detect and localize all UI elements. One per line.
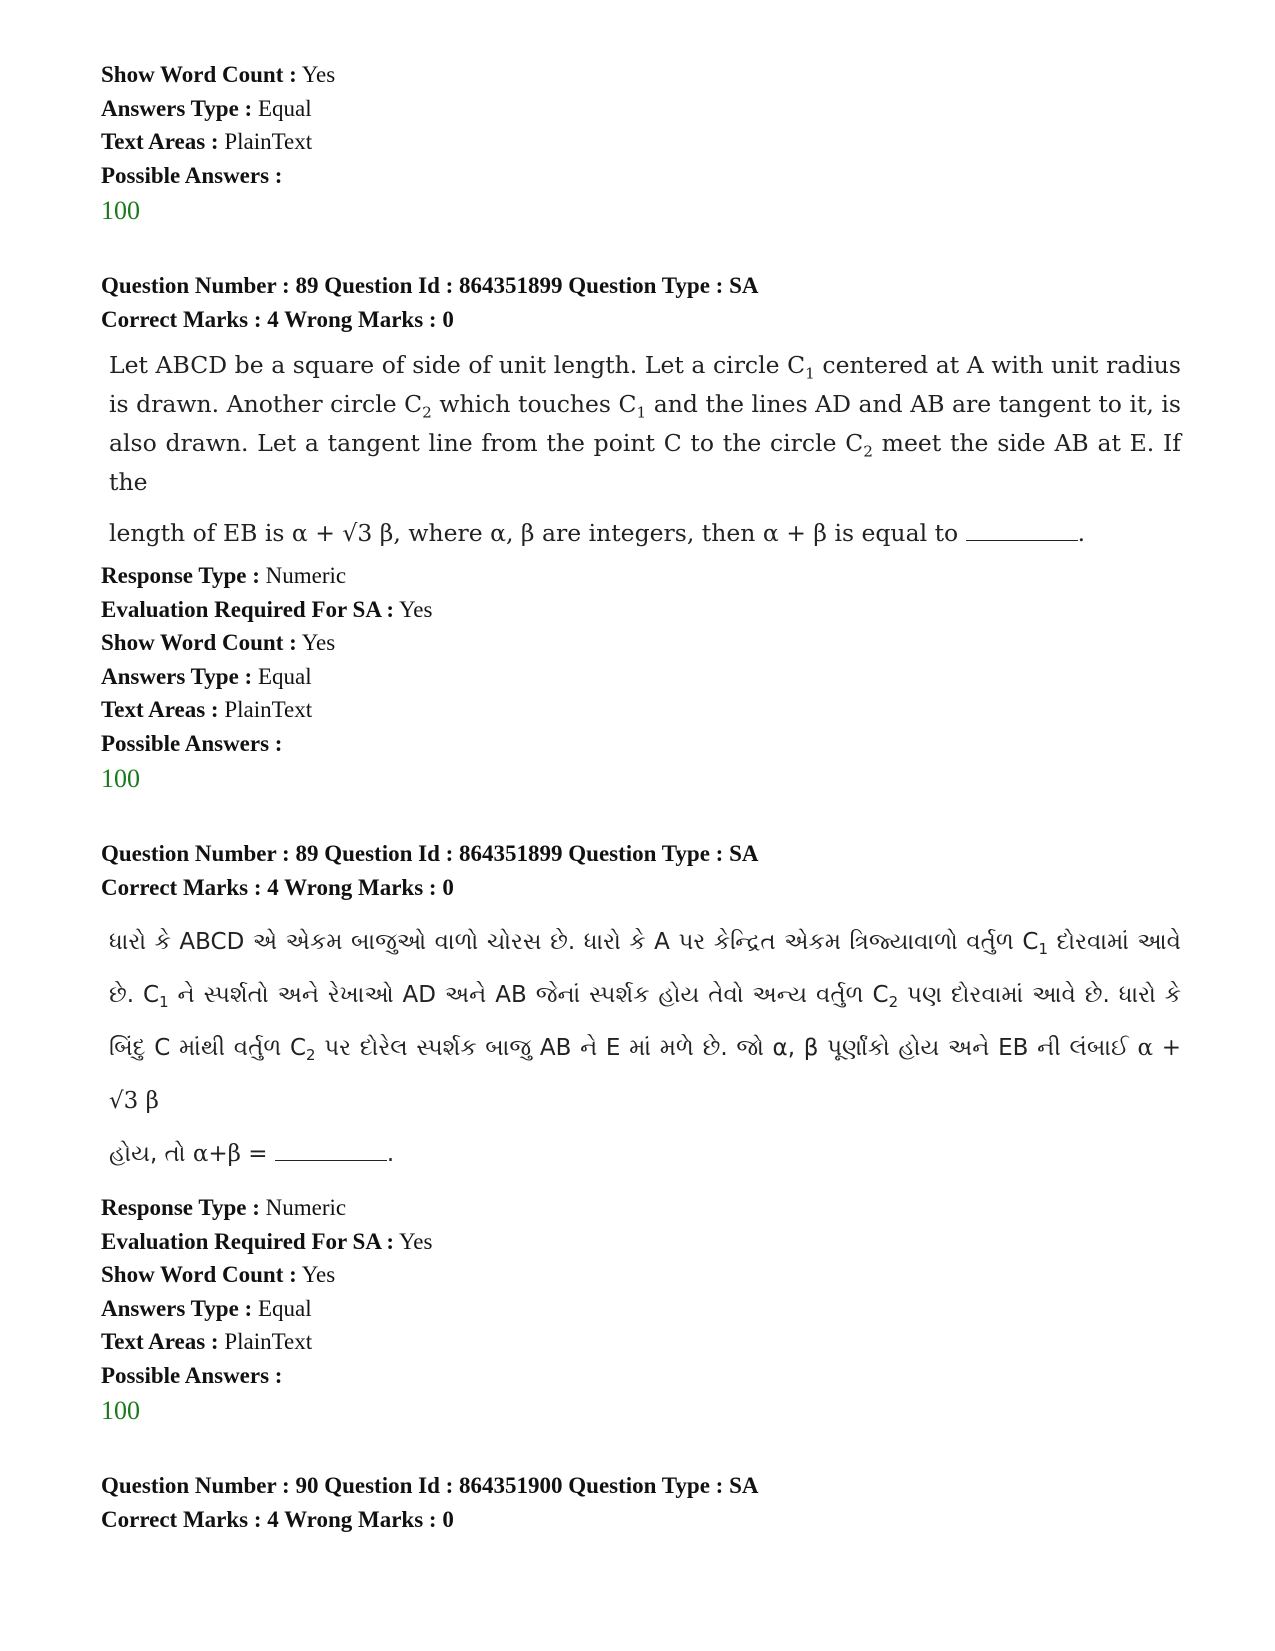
question-header — [101, 1469, 1181, 1503]
answer-blank — [966, 519, 1078, 541]
text-areas-row — [101, 125, 1181, 159]
show-word-count-row — [101, 626, 1181, 660]
possible-answer-value: 100 — [101, 764, 140, 793]
math-expression: α + √3 β — [291, 519, 394, 547]
question-text-part: length of EB is — [109, 519, 292, 547]
question-header — [101, 837, 1181, 871]
question-90 — [101, 1469, 1181, 1536]
question-text-part: ને સ્પર્શતો અને રેખાઓ AD અને AB જેનાં સ્પર્શક હોય તેવો અન્ય વર્તુળ C — [168, 982, 889, 1008]
question-last-line — [109, 514, 1181, 553]
question-header — [101, 269, 1181, 303]
question-text-part: Let ABCD be a square of side of unit length. Let a circle C — [109, 351, 806, 379]
possible-answers-row — [101, 1359, 1181, 1393]
question-marks — [101, 303, 1181, 337]
subscript: 1 — [159, 993, 169, 1012]
document-page — [101, 58, 1181, 1536]
possible-answers-row — [101, 727, 1181, 761]
question-text-part: which touches C — [431, 390, 637, 418]
field-value: Equal — [257, 1295, 312, 1321]
field-label: Answers Type : — [101, 1295, 253, 1321]
question-text-part: and the lines AD and AB are tangent to it, is also drawn. Let a tangent line from the point C to the circle C — [109, 390, 1181, 457]
answers-type-row — [101, 92, 1181, 126]
question-89-english — [101, 269, 1181, 797]
field-label: Evaluation Required For SA : — [101, 1228, 395, 1254]
field-value: Numeric — [265, 1195, 347, 1220]
field-label: Possible Answers : — [101, 730, 283, 756]
question-text-part: દોરવામાં આવે છે. C — [109, 929, 1182, 1008]
question-marks-text: Correct Marks : 4 Wrong Marks : 0 — [101, 1506, 454, 1532]
question-text-part: ધારો કે ABCD એ એકમ બાજુઓ વાળો ચોરસ છે. ધારો કે A પર કેન્દ્રિત એકમ ત્રિજ્યાવાળો વર્તુળ C — [109, 929, 1039, 955]
previous-question-meta — [101, 58, 1181, 229]
field-value: Yes — [301, 1262, 336, 1287]
question-marks-text: Correct Marks : 4 Wrong Marks : 0 — [101, 874, 454, 900]
field-value: Equal — [257, 95, 312, 121]
question-header-text: Question Number : 90 Question Id : 864351900 Question Type : SA — [101, 1473, 759, 1498]
subscript: 2 — [306, 1046, 316, 1065]
field-value: Yes — [399, 1228, 433, 1254]
evaluation-row — [101, 1225, 1181, 1259]
answers-type-row — [101, 1292, 1181, 1326]
field-label: Response Type : — [101, 563, 260, 588]
question-text-part: . — [386, 1141, 395, 1167]
subscript: 2 — [422, 403, 432, 422]
math-expression: α + β — [762, 519, 827, 547]
answer-blank — [275, 1139, 387, 1161]
answers-type-row — [101, 660, 1181, 694]
question-marks-text: Correct Marks : 4 Wrong Marks : 0 — [101, 306, 454, 332]
field-value: Yes — [301, 62, 336, 87]
question-text-part: centered at A with unit radius is drawn. Another circle C — [109, 351, 1181, 418]
question-marks — [101, 871, 1181, 905]
text-areas-row — [101, 693, 1181, 727]
subscript: 1 — [1038, 940, 1048, 959]
question-89-gujarati — [101, 837, 1181, 1429]
subscript: 1 — [636, 403, 647, 422]
field-value: Equal — [257, 663, 312, 689]
question-header-text: Question Number : 89 Question Id : 864351899 Question Type : SA — [101, 841, 759, 866]
question-text-part: હોય, તો — [109, 1141, 193, 1167]
field-label: Show Word Count : — [101, 630, 297, 655]
field-label: Possible Answers : — [101, 162, 283, 188]
show-word-count-row — [101, 58, 1181, 92]
subscript: 2 — [863, 442, 873, 461]
field-label: Response Type : — [101, 1195, 260, 1220]
question-marks — [101, 1503, 1181, 1537]
field-value: PlainText — [224, 1329, 313, 1354]
question-text-part: is equal to — [826, 519, 966, 547]
field-value: Yes — [399, 596, 433, 622]
field-label: Answers Type : — [101, 95, 253, 121]
response-type-row — [101, 559, 1181, 593]
field-value: Yes — [301, 630, 336, 655]
question-text-part: પણ દોરવામાં આવે છે. ધારો કે બિંદુ C માંથી વર્તુળ C — [109, 982, 1181, 1061]
field-label: Text Areas : — [101, 129, 219, 154]
possible-answers-row — [101, 159, 1181, 193]
field-value: PlainText — [224, 697, 313, 722]
field-label: Answers Type : — [101, 663, 253, 689]
question-text-part: . — [1077, 519, 1086, 547]
possible-answer-value: 100 — [101, 1396, 140, 1425]
question-text — [109, 346, 1181, 553]
field-label: Possible Answers : — [101, 1362, 283, 1388]
field-label: Show Word Count : — [101, 62, 297, 87]
math-expression: α+β = — [192, 1141, 268, 1167]
field-value: PlainText — [224, 129, 313, 154]
question-text-part: પર દોરેલ સ્પર્શક બાજુ AB ને E માં મળે છે. જો α, β પૂર્ણાંકો હોય અને EB ની લંબાઈ — [315, 1035, 1138, 1061]
evaluation-row — [101, 593, 1181, 627]
question-header-text: Question Number : 89 Question Id : 864351899 Question Type : SA — [101, 273, 759, 298]
question-text — [109, 916, 1181, 1181]
text-areas-row — [101, 1325, 1181, 1359]
field-label: Text Areas : — [101, 1329, 219, 1354]
field-value: Numeric — [265, 563, 347, 588]
field-label: Show Word Count : — [101, 1262, 297, 1287]
subscript: 2 — [888, 993, 899, 1012]
question-text-part: , where α, β are integers, then — [393, 519, 763, 547]
math-expression: α + √3 β — [109, 1035, 1181, 1114]
possible-answer-value: 100 — [101, 196, 140, 225]
field-label: Text Areas : — [101, 697, 219, 722]
show-word-count-row — [101, 1258, 1181, 1292]
subscript: 1 — [805, 364, 815, 383]
field-label: Evaluation Required For SA : — [101, 596, 395, 622]
response-type-row — [101, 1191, 1181, 1225]
question-text-part: meet the side AB at E. If the — [109, 429, 1181, 496]
